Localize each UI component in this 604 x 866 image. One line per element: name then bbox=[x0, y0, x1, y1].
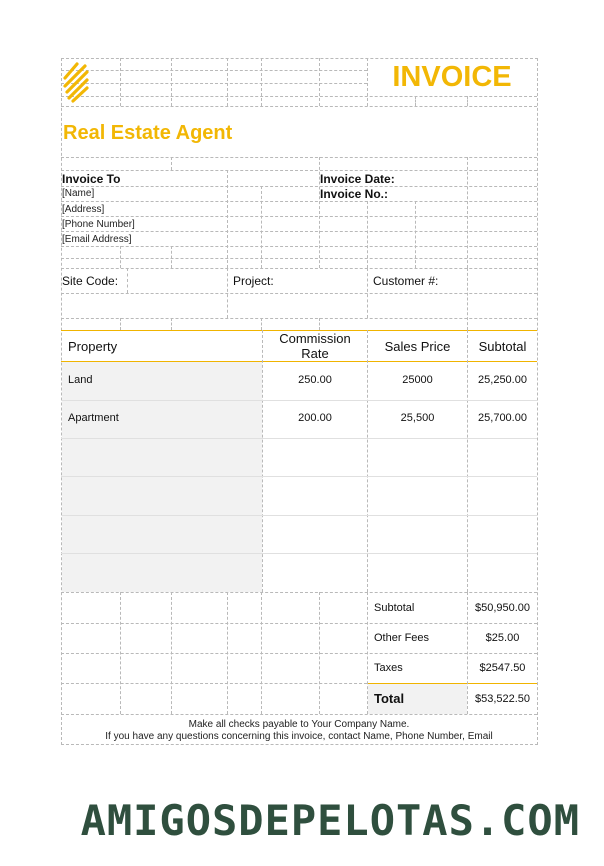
header-commission-line1: Commission bbox=[279, 331, 351, 346]
row1-price: 25000 bbox=[402, 374, 433, 386]
row2-price: 25,500 bbox=[400, 412, 435, 424]
project-label: Project: bbox=[233, 274, 274, 288]
bill-phone[interactable]: [Phone Number] bbox=[62, 219, 135, 230]
header-property: Property bbox=[68, 339, 118, 354]
bill-email[interactable]: [Email Address] bbox=[62, 234, 132, 245]
taxes-value: $2547.50 bbox=[479, 662, 526, 674]
row2-rate: 200.00 bbox=[298, 412, 332, 424]
company-name: Real Estate Agent bbox=[63, 122, 233, 144]
site-code-label: Site Code: bbox=[62, 274, 119, 288]
header-commission-line2: Rate bbox=[301, 346, 329, 361]
row2-subtotal: 25,700.00 bbox=[478, 412, 527, 424]
invoice-title: INVOICE bbox=[392, 61, 512, 93]
row1-subtotal: 25,250.00 bbox=[478, 374, 527, 386]
fees-label: Other Fees bbox=[374, 632, 430, 644]
fees-value: $25.00 bbox=[485, 632, 520, 644]
subtotal-label: Subtotal bbox=[374, 602, 415, 614]
row1-property: Land bbox=[68, 374, 93, 386]
watermark-logo: AMIGOSDEPELOTAS.COM bbox=[80, 796, 580, 845]
property-column-shade bbox=[62, 362, 262, 592]
subtotal-value: $50,950.00 bbox=[474, 602, 531, 614]
row2-property: Apartment bbox=[68, 412, 119, 424]
invoice-sheet bbox=[61, 58, 537, 744]
customer-label: Customer #: bbox=[373, 274, 439, 288]
invoice-to-label: Invoice To bbox=[62, 172, 121, 186]
header-sales-price: Sales Price bbox=[384, 339, 451, 354]
total-label: Total bbox=[374, 691, 405, 706]
bill-name[interactable]: [Name] bbox=[62, 188, 95, 199]
invoice-no-label: Invoice No.: bbox=[320, 187, 389, 201]
total-value: $53,522.50 bbox=[474, 693, 531, 705]
header-subtotal: Subtotal bbox=[478, 339, 527, 354]
footer-line2: If you have any questions concerning this invoice, contact Name, Phone Number, Email bbox=[105, 731, 493, 742]
taxes-label: Taxes bbox=[374, 662, 403, 674]
footer-line1: Make all checks payable to Your Company Name. bbox=[188, 719, 410, 730]
stripes-logo-icon bbox=[63, 60, 91, 104]
invoice-date-label: Invoice Date: bbox=[320, 172, 395, 186]
row1-rate: 250.00 bbox=[298, 374, 332, 386]
bill-address[interactable]: [Address] bbox=[62, 204, 105, 215]
